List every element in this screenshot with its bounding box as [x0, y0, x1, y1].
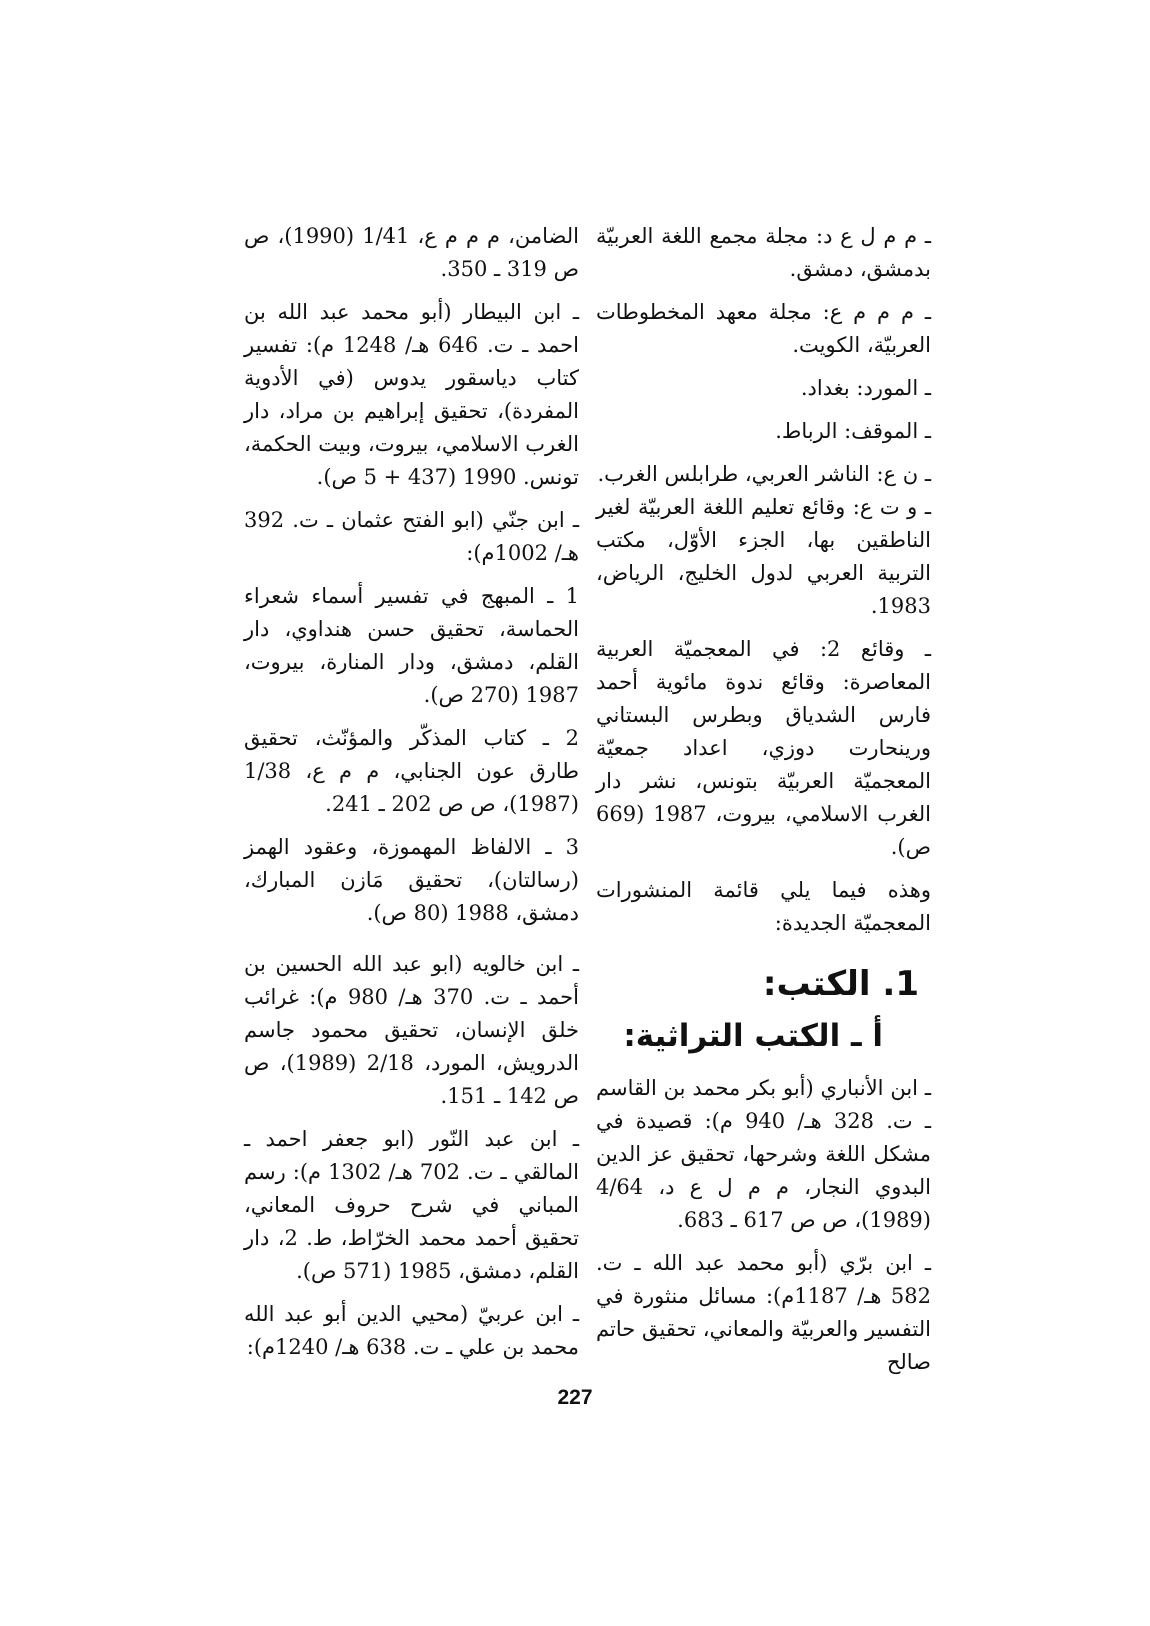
right-column [596, 220, 931, 1379]
bibliography-entry: ـ ابن برّي (أبو محمد عبد الله ـ ت. 582 هـ/ 1187م): مسائل منثورة في التفسير والعربيّة والمعاني، تحقيق حاتم صالح [596, 1251, 931, 1374]
subsection-heading: أ ـ الكتب التراثية: [623, 1018, 883, 1054]
abbrev-entry: ـ المورد: بغداد. [800, 376, 931, 400]
bibliography-entry: ـ ابن جنّي (ابو الفتح عثمان ـ ت. 392 هـ/ 1002م): [244, 508, 579, 565]
bibliography-entry: ـ ابن عبد النّور (ابو جعفر احمد ـ المالقي ـ ت. 702 هـ/ 1302 م): رسم المباني في شرح حروف المعاني، تحقيق أحمد محمد الخرّاط، ط. 2، دار القلم، دمشق، 1985 (571 ص). [244, 1127, 580, 1283]
bibliography-entry: ـ ابن خالويه (ابو عبد الله الحسين بن أحمد ـ ت. 370 هـ/ 980 م): غرائب خلق الإنسان، تحقيق محمود جاسم الدرويش، المورد، 2/18 (1989)، ص ص 142 ـ 151. [244, 952, 579, 1108]
left-column [244, 220, 579, 1364]
abbrev-entry: ـ وقائع 2: في المعجميّة العربية المعاصرة: وقائع ندوة مائوية أحمد فارس الشدياق وبطرس البستاني ورينحارت دوزي، اعداد جمعيّة المعجميّة العربيّة بتونس، نشر دار الغرب الاسلامي، بيروت، 1987 (669 ص). [596, 637, 932, 859]
abbrev-entry: ـ و ت ع: وقائع تعليم اللغة العربيّة لغير الناطقين بها، الجزء الأوّل، مكتب التربية العربي لدول الخليج، الرياض، 1983. [596, 495, 931, 618]
abbrev-entry: ـ م م ل ع د: مجلة مجمع اللغة العربيّة بدمشق، دمشق. [596, 224, 931, 281]
bibliography-subentry: 1 ـ المبهج في تفسير أسماء شعراء الحماسة، تحقيق حسن هنداوي، دار القلم، دمشق، ودار المنارة، بيروت، 1987 (270 ص). [244, 584, 579, 707]
abbrev-entry: ـ م م م ع: مجلة معهد المخطوطات العربيّة، الكويت. [596, 300, 931, 357]
bibliography-entry: ـ ابن الأنباري (أبو بكر محمد بن القاسم ـ ت. 328 هـ/ 940 م): قصيدة في مشكل اللغة وشرحها، تحقيق عز الدين البدوي النجار، م م ل ع د، 4/64 (1989)، ص ص 617 ـ 683. [596, 1076, 932, 1232]
bibliography-entry: الضامن، م م م ع، 1/41 (1990)، ص ص 319 ـ 350. [244, 224, 579, 281]
abbrev-entry: ـ ن ع: الناشر العربي، طرابلس الغرب. [597, 462, 931, 486]
section-heading: 1. الكتب: [762, 964, 919, 1004]
intro-paragraph: وهذه فيما يلي قائمة المنشورات المعجميّة الجديدة: [596, 878, 931, 935]
page-number: 227 [557, 1386, 593, 1409]
bibliography-subentry: 2 ـ كتاب المذكّر والمؤنّث، تحقيق طارق عون الجنابي، م م ع، 1/38 (1987)، ص ص 202 ـ 241. [244, 726, 579, 816]
bibliography-entry: ـ ابن البيطار (أبو محمد عبد الله بن احمد ـ ت. 646 هـ/ 1248 م): تفسير كتاب دياسقور يدوس (في الأدوية المفردة)، تحقيق إبراهيم بن مراد، دار الغرب الاسلامي، بيروت، وبيت الحكمة، تونس. 1990 (437 + 5 ص). [244, 300, 579, 489]
bibliography-subentry: 3 ـ الالفاظ المهموزة، وعقود الهمز (رسالتان)، تحقيق مَازن المبارك، دمشق، 1988 (80 ص). [244, 835, 579, 925]
abbrev-entry: ـ الموقف: الرباط. [775, 419, 931, 443]
bibliography-entry: ـ ابن عربيّ (محيي الدين أبو عبد الله محمد بن علي ـ ت. 638 هـ/ 1240م): [244, 1302, 579, 1359]
